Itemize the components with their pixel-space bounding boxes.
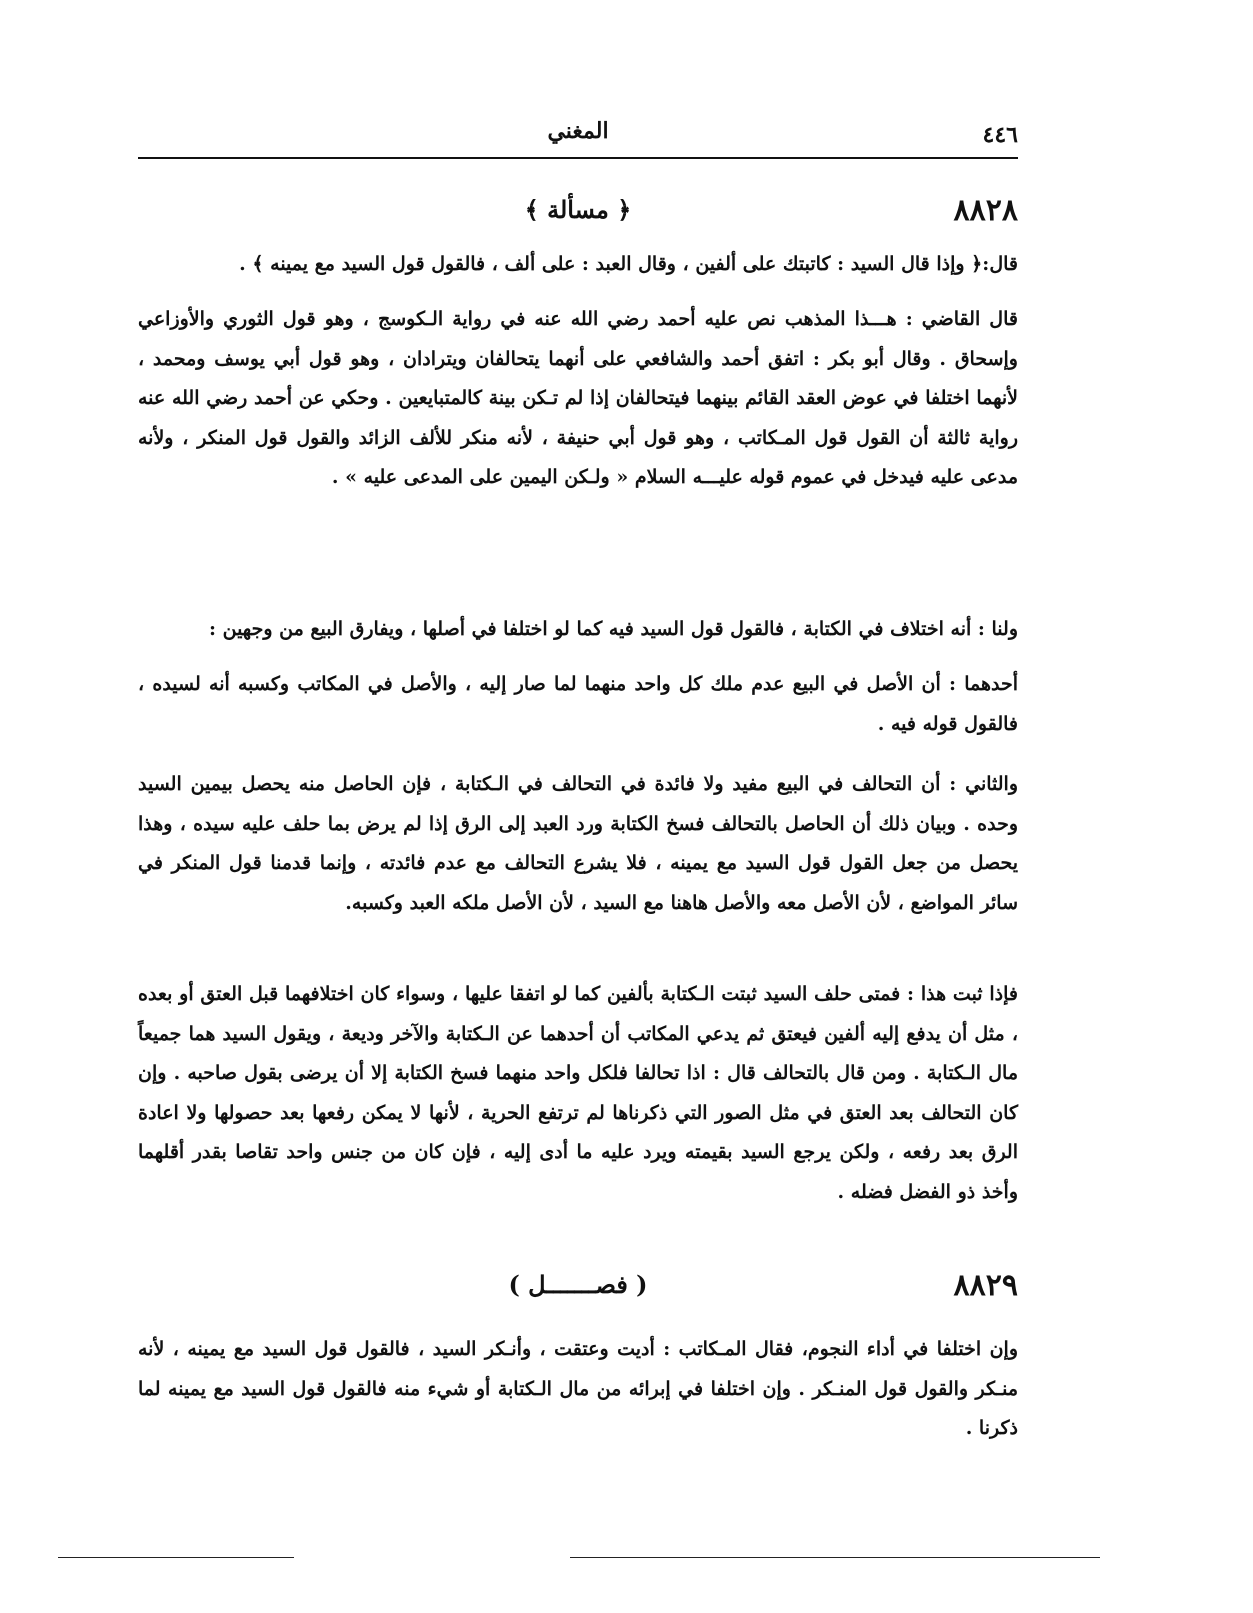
paragraph: أحدهما : أن الأصل في البيع عدم ملك كل واحد منهما لما صار إليه ، والأصل في المكاتب وكسبه أنه لسيده ، فالقول قوله فيه .	[138, 673, 1018, 735]
page-number: ٤٤٦	[982, 122, 1018, 148]
section-number: ٨٨٢٨	[953, 193, 1018, 228]
page-header	[138, 118, 1018, 154]
section-heading-8829	[138, 1268, 1018, 1308]
paragraph: قال:﴿ وإذا قال السيد : كاتبتك على ألفين ، وقال العبد : على ألف ، فالقول قول السيد مع يمينه ﴾ .	[239, 253, 1018, 275]
paragraph: وإن اختلفا في أداء النجوم، فقال المـكاتب : أديت وعتقت ، وأنـكر السيد ، فالقول قول السيد مع يمينه ، لأنه منـكر والقول قول المنـكر . وإن اختلفا في إبرائه من مال الـكتابة أو شيء منه فالقول قول السيد مع يمينه لما ذكرنا .	[138, 1338, 1018, 1439]
section-title: ﴿ مسألة ﴾	[524, 195, 632, 224]
paragraph: والثاني : أن التحالف في البيع مفيد ولا فائدة في التحالف في الـكتابة ، فإن الحاصل منه يحصل بيمين السيد وحده . وبيان ذلك أن الحاصل بالتحالف فسخ الكتابة ورد العبد إلى الرق إذا لم يرض بما حلف عليه سيده ، وهذا يحصل من جعل القول قول السيد مع يمينه ، فلا يشرع التحالف مع عدم فائدته ، وإنما قدمنا قول المنكر في سائر المواضع ، لأن الأصل معه والأصل هاهنا مع السيد ، لأن الأصل ملكه العبد وكسبه.	[138, 773, 1018, 914]
section-heading-8828	[138, 193, 1018, 233]
section-number: ٨٨٢٩	[953, 1268, 1018, 1303]
section-title: ( فصـــــــل )	[508, 1270, 648, 1299]
paragraph: قال القاضي : هـــذا المذهب نص عليه أحمد رضي الله عنه في رواية الـكوسج ، وهو قول الثوري والأوزاعي وإسحاق . وقال أبو بكر : اتفق أحمد والشافعي على أنهما يتحالفان ويترادان ، وهو قول أبي يوسف ومحمد ، لأنهما اختلفا في عوض العقد القائم بينهما فيتحالفان إذا لم تـكن بينة كالمتبايعين . وحكي عن أحمد رضي الله عنه رواية ثالثة أن القول قول المـكاتب ، وهو قول أبي حنيفة ، لأنه منكر للألف الزائد والقول قول المنكر ، ولأنه مدعى عليه فيدخل في عموم قوله عليـــه السلام « ولـكن اليمين على المدعى عليه » .	[138, 308, 1018, 488]
paragraph: ولنا : أنه اختلاف في الكتابة ، فالقول قول السيد فيه كما لو اختلفا في أصلها ، ويفارق البيع من وجهين :	[208, 618, 1018, 640]
footnote-rule-right	[570, 1557, 1100, 1558]
header-rule	[138, 157, 1018, 159]
footnote-rule-left	[58, 1557, 294, 1558]
paragraph: فإذا ثبت هذا : فمتى حلف السيد ثبتت الـكتابة بألفين كما لو اتفقا عليها ، وسواء كان اختلافهما قبل العتق أو بعده ، مثل أن يدفع إليه ألفين فيعتق ثم يدعي المكاتب أن أحدهما عن الـكتابة والآخر وديعة ، ويقول السيد هما جميعاً مال الـكتابة . ومن قال بالتحالف قال : اذا تحالفا فلكل واحد منهما فسخ الكتابة إلا أن يرضى بقول صاحبه . وإن كان التحالف بعد العتق في مثل الصور التي ذكرناها لم ترتفع الحرية ، لأنها لا يمكن رفعها بعد حصولها ولا اعادة الرق بعد رفعه ، ولكن يرجع السيد بقيمته ويرد عليه ما أدى إليه ، فإن كان من جنس واحد تقاصا بقدر أقلهما وأخذ ذو الفضل فضله .	[138, 983, 1018, 1203]
running-title: المغني	[547, 118, 609, 144]
